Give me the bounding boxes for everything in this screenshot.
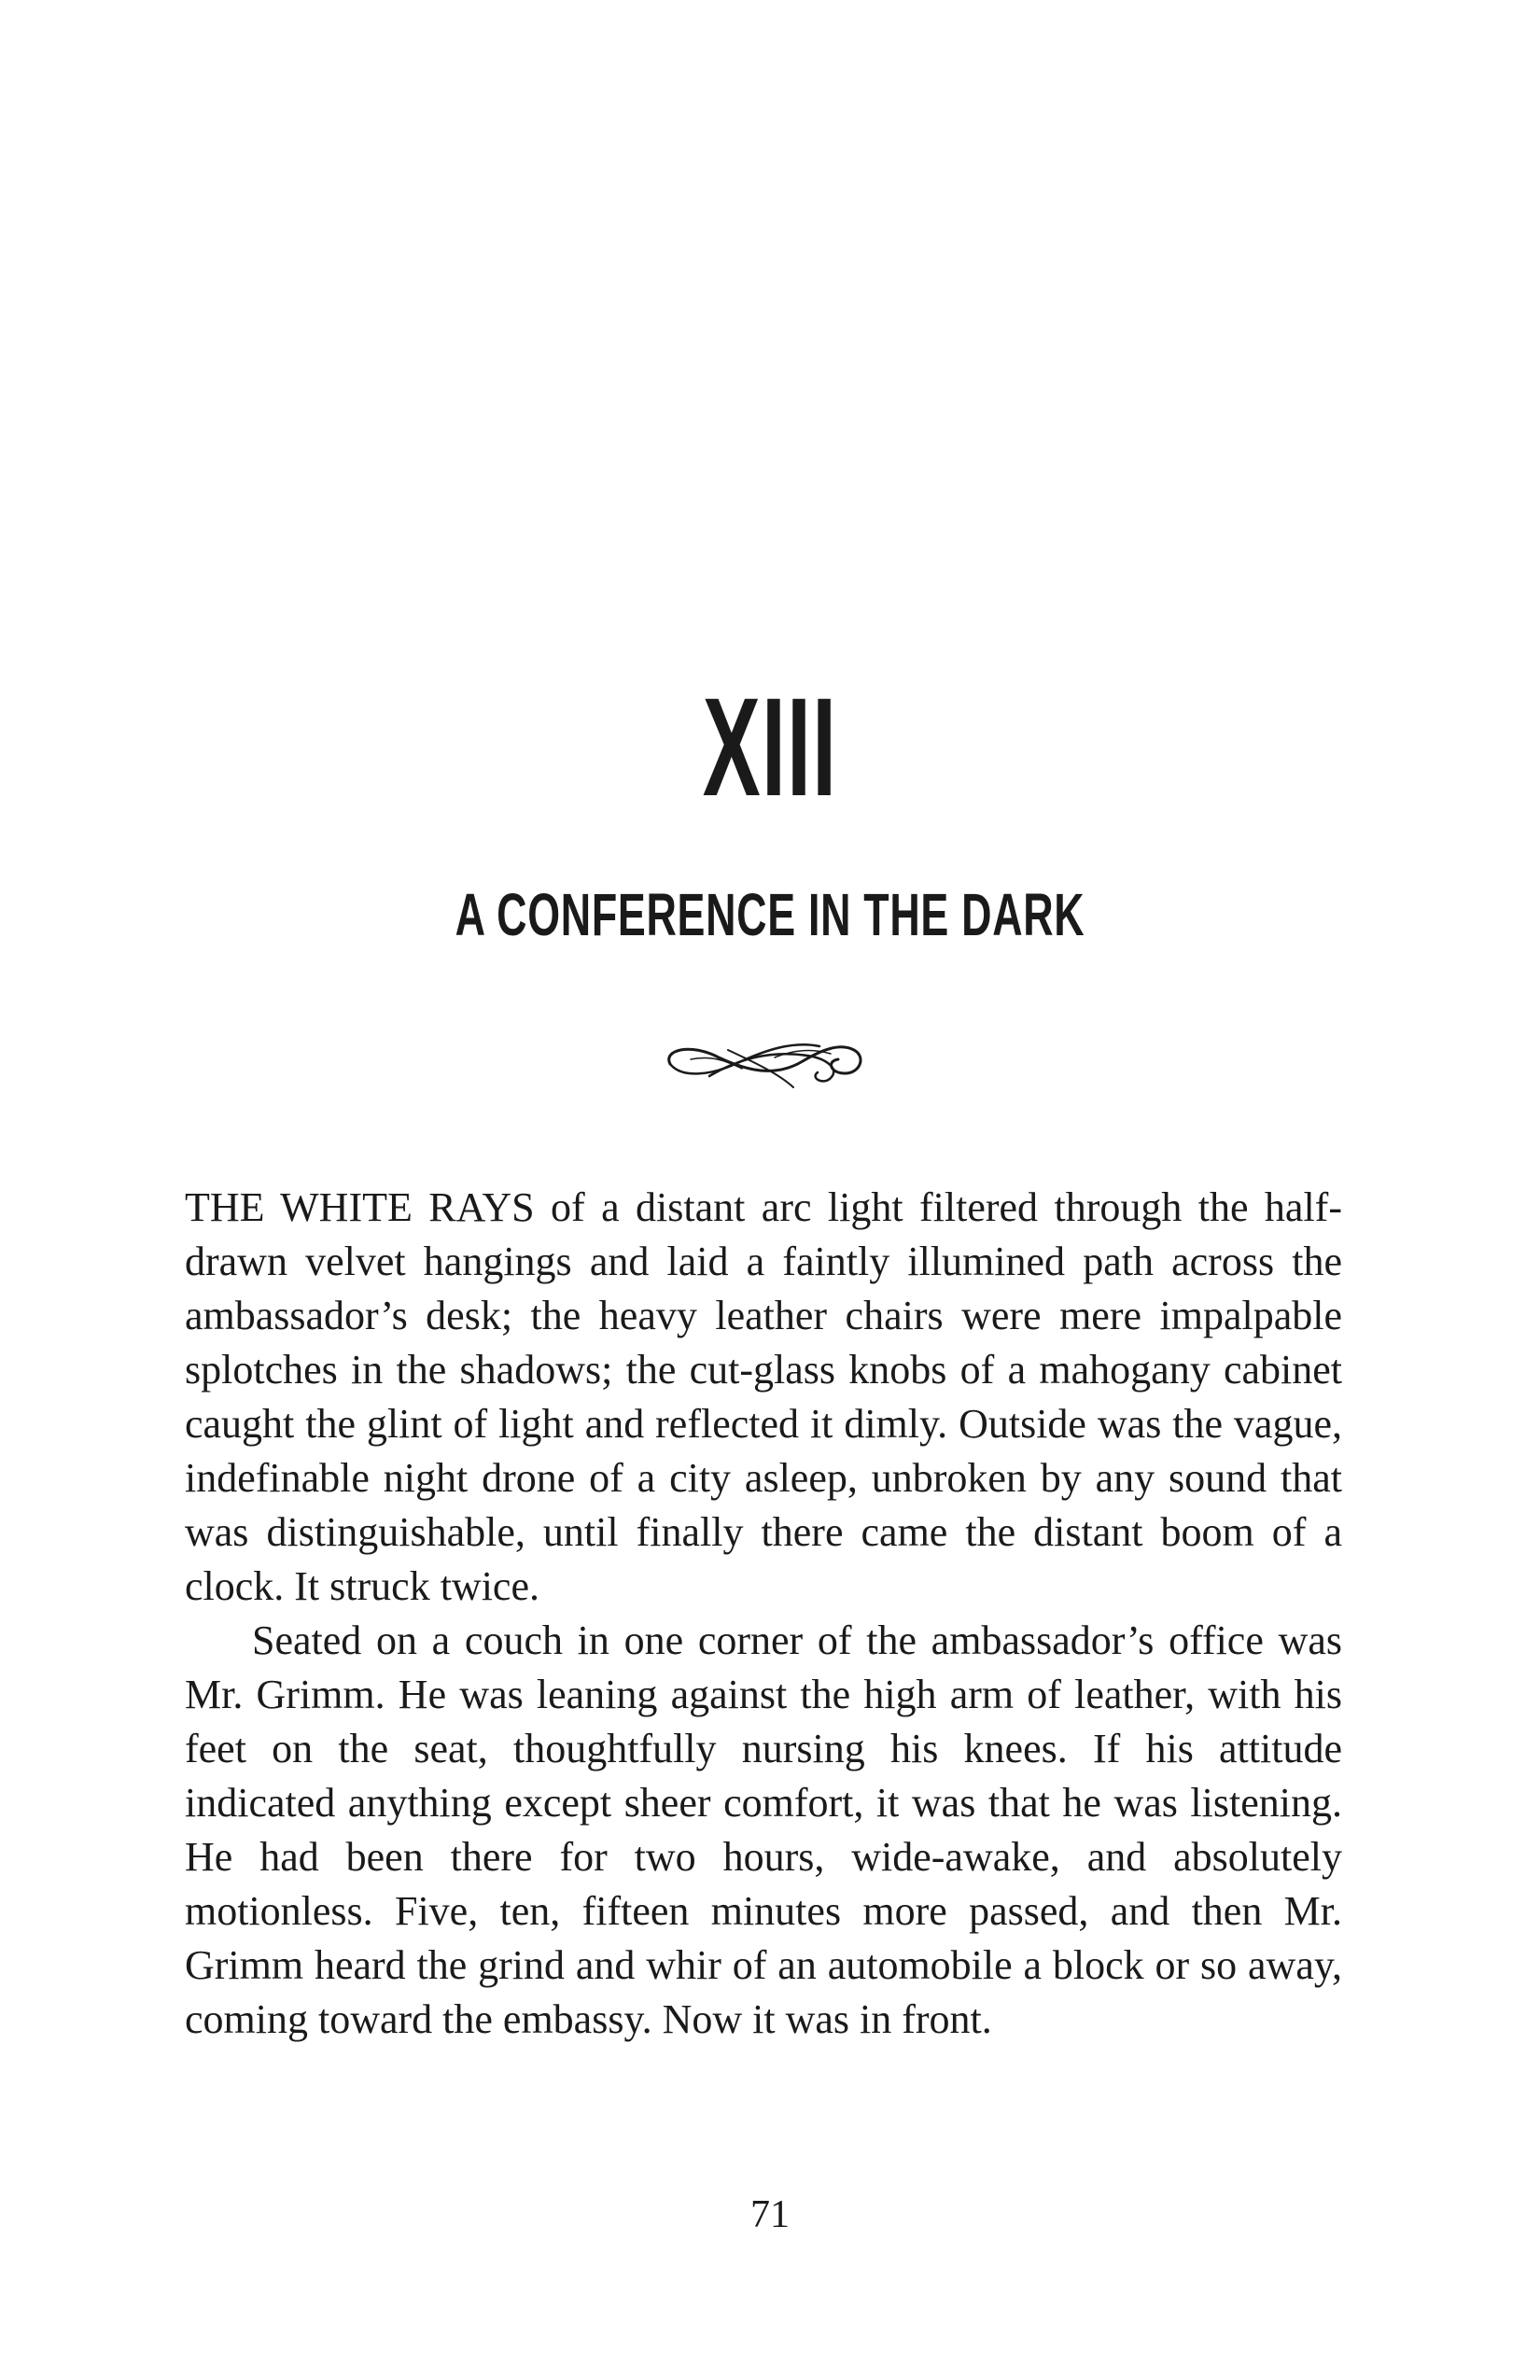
chapter-number: XIII <box>702 668 838 825</box>
body-paragraph: THE WHITE RAYS of a distant arc light filtered through the half-drawn velvet hangings and laid a faintly illumined path across the ambassador’s desk; the heavy leather chairs were mere impalpable splotches in the shadows; the cut-glass knobs of a mahogany cabinet caught the glint of light and reflected it dimly. Outside was the vague, indefinable night drone of a city asleep, unbroken by any sound that was distinguishable, until finally there came the distant boom of a clock. It struck twice. <box>185 1184 1342 1609</box>
body-paragraph: Seated on a couch in one corner of the ambassador’s office was Mr. Grimm. He was leaning against the high arm of leather, with his feet on the seat, thoughtfully nursing his knees. If his attitude indicated anything except sheer comfort, it was that he was listening. He had been there for two hours, wide-awake, and absolutely motionless. Five, ten, fifteen minutes more passed, and then Mr. Grimm heard the grind and whir of an automobile a block or so away, coming toward the embassy. Now it was in front. <box>185 1617 1342 2042</box>
flourish-ornament-icon <box>653 1022 877 1097</box>
chapter-body <box>185 1181 1342 2047</box>
chapter-title: A CONFERENCE IN THE DARK <box>455 881 1085 948</box>
page-number: 71 <box>750 2193 790 2236</box>
